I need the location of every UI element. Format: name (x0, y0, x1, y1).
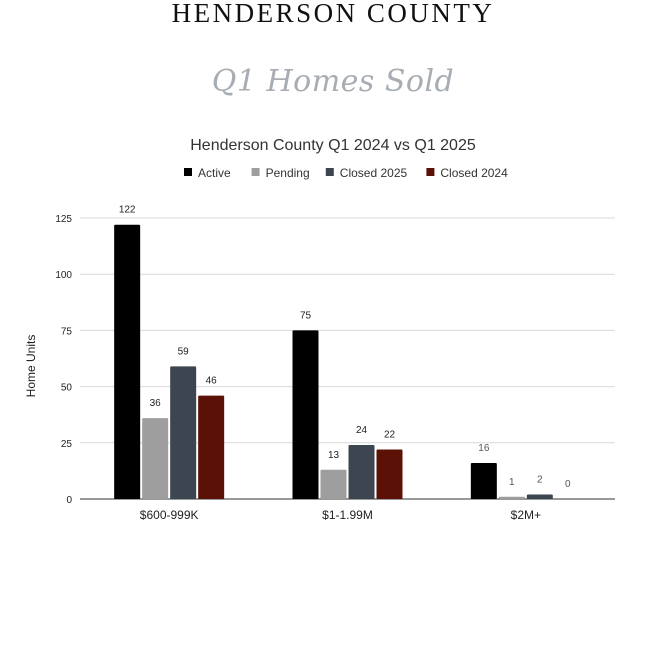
bar-pending (142, 418, 168, 499)
bar-closed-2025 (527, 495, 553, 499)
legend-label: Closed 2024 (440, 166, 508, 180)
bar-pending (321, 470, 347, 499)
y-tick-label: 125 (55, 214, 72, 225)
bar-closed-2025 (170, 366, 196, 499)
x-axis-labels (140, 508, 541, 522)
data-label: 13 (327, 449, 340, 461)
legend-swatch (326, 168, 334, 176)
y-tick-label: 100 (55, 270, 72, 282)
bar-closed-2024 (198, 396, 224, 499)
brand-title: HENDERSON COUNTY (171, 0, 495, 28)
data-label: 36 (149, 398, 161, 410)
legend-swatch (184, 168, 192, 176)
y-tick-label: 0 (66, 495, 72, 506)
data-label: 46 (205, 375, 217, 387)
data-label: 2 (537, 474, 543, 486)
y-tick-label: 25 (60, 438, 72, 450)
data-label: 16 (478, 443, 490, 455)
data-label: 59 (177, 346, 189, 358)
legend-label: Active (198, 166, 231, 180)
legend-swatch (252, 168, 260, 176)
x-tick-label: $1-1.99M (322, 508, 373, 522)
bar-active (114, 225, 140, 499)
legend-label: Closed 2025 (339, 166, 408, 180)
x-tick-label: $2M+ (510, 508, 542, 522)
bar-active (293, 330, 319, 499)
bar-closed-2025 (349, 445, 375, 499)
bar-pending (499, 497, 525, 499)
y-tick-label: 50 (60, 382, 72, 394)
data-label: 0 (565, 479, 571, 490)
data-label: 1 (509, 476, 515, 488)
bar-active (471, 463, 497, 499)
bar-closed-2024 (377, 450, 403, 499)
data-label: 122 (118, 204, 136, 216)
x-tick-label: $600-999K (139, 508, 199, 522)
legend-swatch (426, 168, 434, 176)
y-axis-title: Home Units (24, 334, 38, 398)
legend-label: Pending (265, 166, 310, 180)
y-tick-label: 75 (60, 326, 72, 338)
chart-legend (184, 166, 508, 180)
data-label: 24 (355, 425, 368, 437)
data-label: 22 (383, 429, 396, 441)
page-subtitle: Q1 Homes Sold (211, 64, 455, 99)
chart-title: Henderson County Q1 2024 vs Q1 2025 (190, 137, 476, 154)
data-label: 75 (299, 310, 312, 322)
bar-chart (0, 120, 666, 540)
chart-bars (114, 205, 571, 499)
